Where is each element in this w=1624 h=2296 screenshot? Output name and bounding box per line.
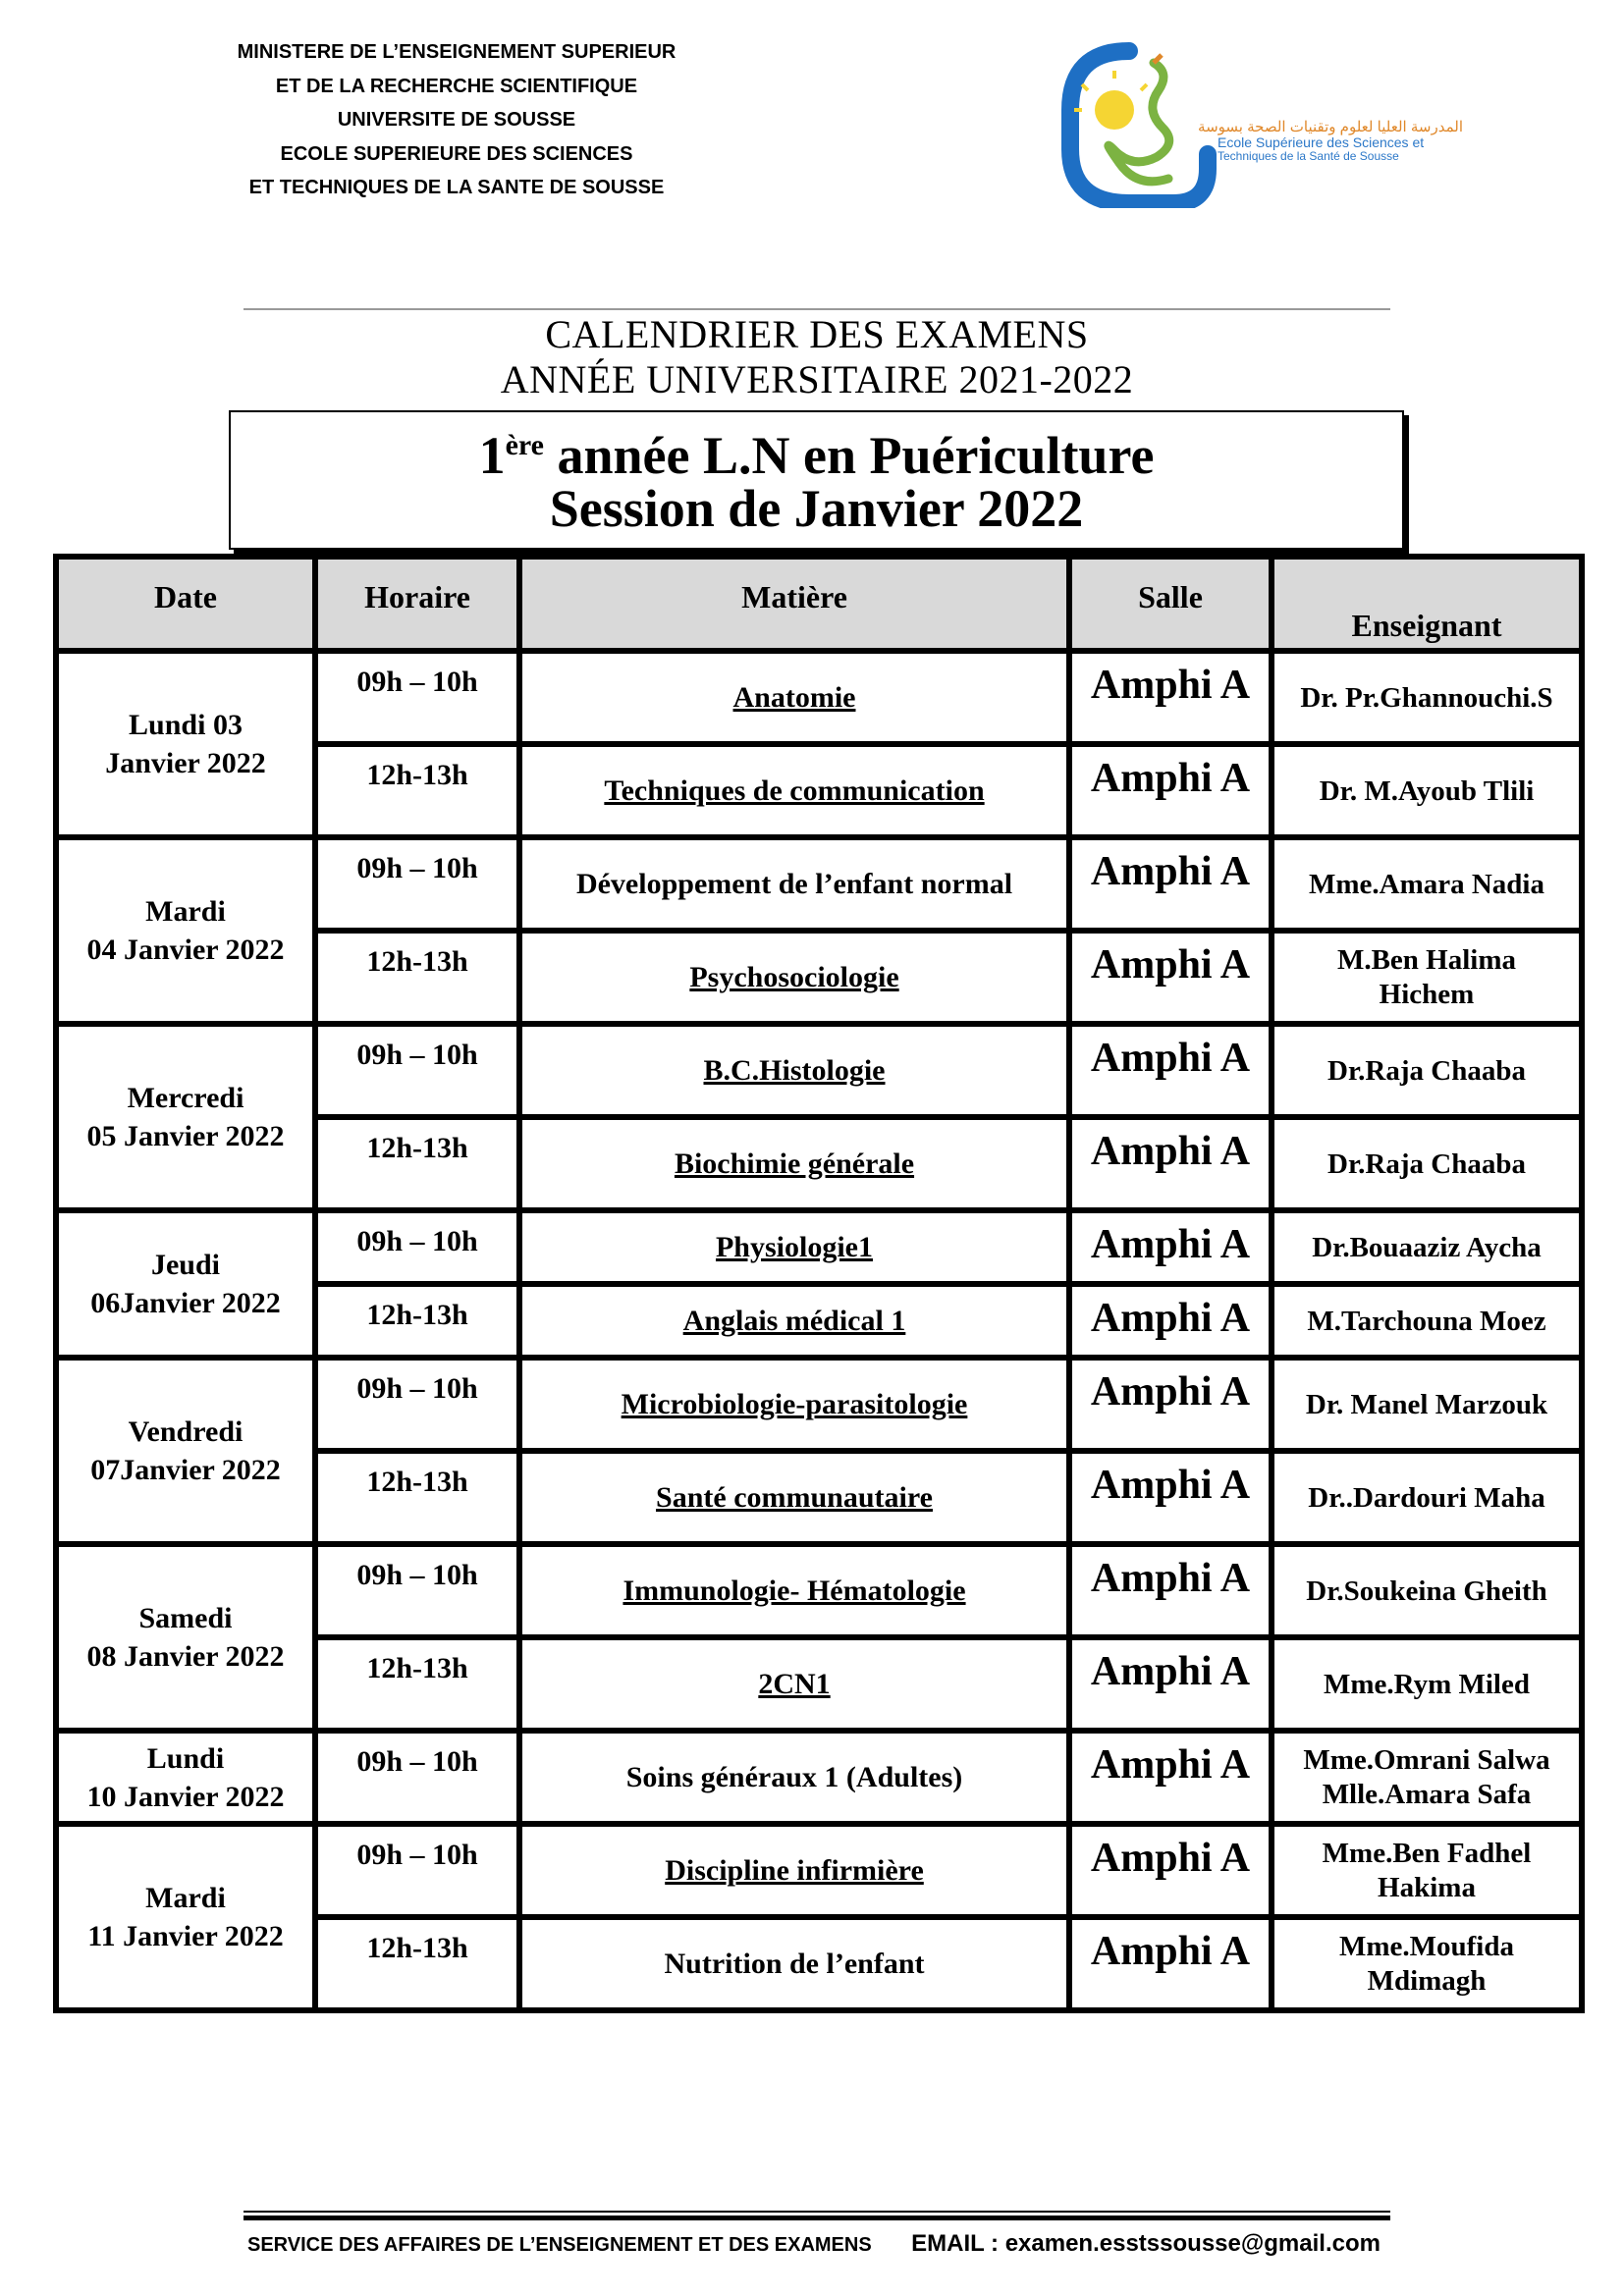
subject-text: Techniques de communication bbox=[604, 774, 985, 807]
date-cell bbox=[56, 837, 315, 1024]
teacher-name: Dr.Raja Chaaba bbox=[1327, 1054, 1526, 1087]
subject-cell bbox=[519, 1358, 1069, 1451]
room-cell: Amphi A bbox=[1069, 651, 1272, 744]
date-cell bbox=[56, 1024, 315, 1210]
room-cell: Amphi A bbox=[1069, 1358, 1272, 1451]
table-row bbox=[56, 1358, 1582, 1451]
subject-cell bbox=[519, 1451, 1069, 1544]
teacher-cell bbox=[1272, 1284, 1582, 1358]
day-name: Mardi bbox=[145, 1882, 226, 1914]
footer-email-block bbox=[911, 2230, 1380, 2257]
table-row bbox=[56, 1024, 1582, 1117]
header-subject: Matière bbox=[519, 557, 1069, 651]
logo-arabic-text: المدرسة العليا لعلوم وتقنيات الصحة بسوسة bbox=[1198, 119, 1463, 135]
time-cell: 12h-13h bbox=[315, 1917, 519, 2010]
room-cell: Amphi A bbox=[1069, 1451, 1272, 1544]
subject-cell bbox=[519, 1917, 1069, 2010]
date-cell bbox=[56, 1210, 315, 1358]
table-row bbox=[56, 1210, 1582, 1284]
table-row bbox=[56, 651, 1582, 744]
day-date: 11 Janvier 2022 bbox=[87, 1920, 284, 1952]
table-row bbox=[56, 837, 1582, 931]
subject-cell bbox=[519, 931, 1069, 1024]
footer-email-label: EMAIL : bbox=[911, 2230, 1000, 2257]
program-title-box bbox=[229, 410, 1404, 550]
date-cell bbox=[56, 1731, 315, 1824]
teacher-name: Dr. M.Ayoub Tlili bbox=[1319, 774, 1535, 807]
teacher-name: M.Tarchouna Moez bbox=[1307, 1305, 1546, 1337]
subject-cell bbox=[519, 1731, 1069, 1824]
teacher-name: Dr.Soukeina Gheith bbox=[1306, 1575, 1547, 1607]
subject-text: Biochimie générale bbox=[674, 1147, 915, 1180]
teacher-name: Mme.Ben Fadhel bbox=[1322, 1837, 1532, 1869]
subject-text: Santé communautaire bbox=[656, 1480, 933, 1514]
header-date: Date bbox=[56, 557, 315, 651]
teacher-name: Dr. Manel Marzouk bbox=[1305, 1388, 1548, 1420]
time-cell: 09h – 10h bbox=[315, 1024, 519, 1117]
top-divider bbox=[244, 308, 1390, 310]
teacher-name: Hakima bbox=[1378, 1871, 1476, 1903]
subject-text: Anglais médical 1 bbox=[682, 1304, 906, 1337]
room-cell: Amphi A bbox=[1069, 1284, 1272, 1358]
teacher-cell bbox=[1272, 1024, 1582, 1117]
teacher-name: Dr..Dardouri Maha bbox=[1308, 1481, 1545, 1514]
date-cell bbox=[56, 1544, 315, 1731]
calendar-title bbox=[244, 312, 1390, 402]
footer-divider bbox=[244, 2211, 1390, 2213]
time-cell: 12h-13h bbox=[315, 931, 519, 1024]
time-cell: 12h-13h bbox=[315, 1637, 519, 1731]
teacher-name: Hichem bbox=[1379, 978, 1475, 1010]
room-cell: Amphi A bbox=[1069, 1824, 1272, 1917]
teacher-name: Mme.Rym Miled bbox=[1324, 1668, 1530, 1700]
program-name: année L.N en Puériculture bbox=[543, 426, 1155, 485]
day-name: Mercredi bbox=[127, 1082, 244, 1114]
teacher-name: Dr.Raja Chaaba bbox=[1327, 1148, 1526, 1180]
room-cell: Amphi A bbox=[1069, 1210, 1272, 1284]
teacher-name: Mme.Amara Nadia bbox=[1308, 868, 1544, 900]
footer-divider-thick bbox=[244, 2216, 1390, 2220]
time-cell: 09h – 10h bbox=[315, 837, 519, 931]
teacher-cell bbox=[1272, 1917, 1582, 2010]
teacher-cell bbox=[1272, 651, 1582, 744]
ministry-line: ET TECHNIQUES DE LA SANTE DE SOUSSE bbox=[248, 177, 665, 198]
calendar-title-line2: ANNÉE UNIVERSITAIRE 2021-2022 bbox=[500, 357, 1134, 401]
table-row bbox=[56, 1824, 1582, 1917]
time-cell: 09h – 10h bbox=[315, 1358, 519, 1451]
teacher-cell bbox=[1272, 1451, 1582, 1544]
session-title: Session de Janvier 2022 bbox=[549, 479, 1084, 538]
room-cell: Amphi A bbox=[1069, 1024, 1272, 1117]
day-date: Janvier 2022 bbox=[105, 747, 266, 779]
ministry-line: ET DE LA RECHERCHE SCIENTIFIQUE bbox=[275, 75, 638, 97]
time-cell: 12h-13h bbox=[315, 744, 519, 837]
footer-service: SERVICE DES AFFAIRES DE L’ENSEIGNEMENT ET DES EXAMENS bbox=[247, 2234, 872, 2256]
day-name: Samedi bbox=[138, 1602, 233, 1634]
teacher-name: Mdimagh bbox=[1367, 1964, 1487, 1997]
time-cell: 09h – 10h bbox=[315, 1210, 519, 1284]
exam-schedule-table bbox=[53, 554, 1585, 2013]
teacher-cell bbox=[1272, 1358, 1582, 1451]
room-cell: Amphi A bbox=[1069, 1917, 1272, 2010]
teacher-cell bbox=[1272, 1824, 1582, 1917]
subject-text: Anatomie bbox=[732, 680, 856, 714]
subject-text: Immunologie- Hématologie bbox=[623, 1574, 966, 1607]
program-year-suffix: ère bbox=[505, 429, 544, 461]
date-cell bbox=[56, 1358, 315, 1544]
subject-cell bbox=[519, 1024, 1069, 1117]
teacher-cell bbox=[1272, 837, 1582, 931]
room-cell: Amphi A bbox=[1069, 1117, 1272, 1210]
subject-cell bbox=[519, 1824, 1069, 1917]
logo-emblem-icon bbox=[1060, 41, 1218, 208]
subject-cell bbox=[519, 744, 1069, 837]
header-time: Horaire bbox=[315, 557, 519, 651]
day-date: 04 Janvier 2022 bbox=[86, 934, 285, 966]
footer bbox=[247, 2230, 1380, 2258]
teacher-name: Mme.Moufida bbox=[1339, 1930, 1514, 1962]
room-cell: Amphi A bbox=[1069, 837, 1272, 931]
day-name: Lundi 03 bbox=[129, 709, 243, 741]
date-cell bbox=[56, 651, 315, 837]
day-name: Mardi bbox=[145, 895, 226, 928]
subject-text: Soins généraux 1 (Adultes) bbox=[625, 1760, 963, 1793]
subject-text: Nutrition de l’enfant bbox=[664, 1947, 925, 1980]
day-name: Lundi bbox=[146, 1741, 225, 1775]
subject-text: Physiologie1 bbox=[715, 1230, 873, 1263]
calendar-title-line1: CALENDRIER DES EXAMENS bbox=[545, 312, 1089, 356]
program-title bbox=[231, 414, 1402, 487]
ministry-line: MINISTERE DE L’ENSEIGNEMENT SUPERIEUR bbox=[237, 41, 677, 63]
teacher-name: Mme.Omrani Salwa bbox=[1303, 1743, 1550, 1776]
teacher-cell bbox=[1272, 744, 1582, 837]
teacher-name: Dr. Pr.Ghannouchi.S bbox=[1300, 681, 1553, 714]
subject-text: B.C.Histologie bbox=[703, 1053, 886, 1087]
teacher-cell bbox=[1272, 931, 1582, 1024]
ministry-line: ECOLE SUPERIEURE DES SCIENCES bbox=[280, 142, 633, 165]
teacher-name: M.Ben Halima bbox=[1336, 943, 1517, 976]
subject-cell bbox=[519, 1544, 1069, 1637]
teacher-cell bbox=[1272, 1731, 1582, 1824]
time-cell: 12h-13h bbox=[315, 1117, 519, 1210]
subject-text: Développement de l’enfant normal bbox=[575, 867, 1013, 900]
program-year-number: 1 bbox=[478, 426, 506, 485]
subject-cell bbox=[519, 651, 1069, 744]
time-cell: 09h – 10h bbox=[315, 1731, 519, 1824]
room-cell: Amphi A bbox=[1069, 1544, 1272, 1637]
subject-cell bbox=[519, 1284, 1069, 1358]
teacher-cell bbox=[1272, 1544, 1582, 1637]
date-cell bbox=[56, 1824, 315, 2010]
day-date: 10 Janvier 2022 bbox=[86, 1780, 285, 1813]
subject-cell bbox=[519, 1637, 1069, 1731]
teacher-cell bbox=[1272, 1637, 1582, 1731]
subject-text: Psychosociologie bbox=[689, 960, 899, 993]
table-row bbox=[56, 1731, 1582, 1824]
room-cell: Amphi A bbox=[1069, 744, 1272, 837]
logo-french-line2: Techniques de la Santé de Sousse bbox=[1218, 149, 1399, 163]
day-name: Vendredi bbox=[128, 1415, 244, 1448]
time-cell: 09h – 10h bbox=[315, 651, 519, 744]
school-logo bbox=[1060, 41, 1483, 208]
time-cell: 12h-13h bbox=[315, 1451, 519, 1544]
room-cell: Amphi A bbox=[1069, 1637, 1272, 1731]
subject-text: Discipline infirmière bbox=[665, 1853, 924, 1887]
day-date: 05 Janvier 2022 bbox=[86, 1120, 285, 1152]
table-row bbox=[56, 1544, 1582, 1637]
teacher-name: Mlle.Amara Safa bbox=[1322, 1778, 1532, 1810]
teacher-cell bbox=[1272, 1210, 1582, 1284]
table-body bbox=[56, 651, 1582, 2010]
ministry-header bbox=[196, 35, 717, 205]
day-date: 08 Janvier 2022 bbox=[86, 1640, 285, 1673]
time-cell: 12h-13h bbox=[315, 1284, 519, 1358]
subject-cell bbox=[519, 837, 1069, 931]
subject-cell bbox=[519, 1210, 1069, 1284]
subject-cell bbox=[519, 1117, 1069, 1210]
header-room: Salle bbox=[1069, 557, 1272, 651]
time-cell: 09h – 10h bbox=[315, 1544, 519, 1637]
teacher-name: Dr.Bouaaziz Aycha bbox=[1312, 1231, 1542, 1263]
header-teacher: Enseignant bbox=[1272, 557, 1582, 651]
time-cell: 09h – 10h bbox=[315, 1824, 519, 1917]
table-header-row bbox=[56, 557, 1582, 651]
ministry-line: UNIVERSITE DE SOUSSE bbox=[337, 109, 576, 131]
teacher-cell bbox=[1272, 1117, 1582, 1210]
day-date: 07Janvier 2022 bbox=[90, 1454, 281, 1486]
day-date: 06Janvier 2022 bbox=[90, 1287, 281, 1319]
subject-text: Microbiologie-parasitologie bbox=[621, 1387, 968, 1420]
room-cell: Amphi A bbox=[1069, 931, 1272, 1024]
room-cell: Amphi A bbox=[1069, 1731, 1272, 1824]
footer-email[interactable]: examen.esstssousse@gmail.com bbox=[1004, 2230, 1380, 2257]
logo-french-line1: Ecole Supérieure des Sciences et bbox=[1218, 134, 1425, 150]
subject-text: 2CN1 bbox=[758, 1667, 831, 1700]
day-name: Jeudi bbox=[150, 1249, 221, 1281]
